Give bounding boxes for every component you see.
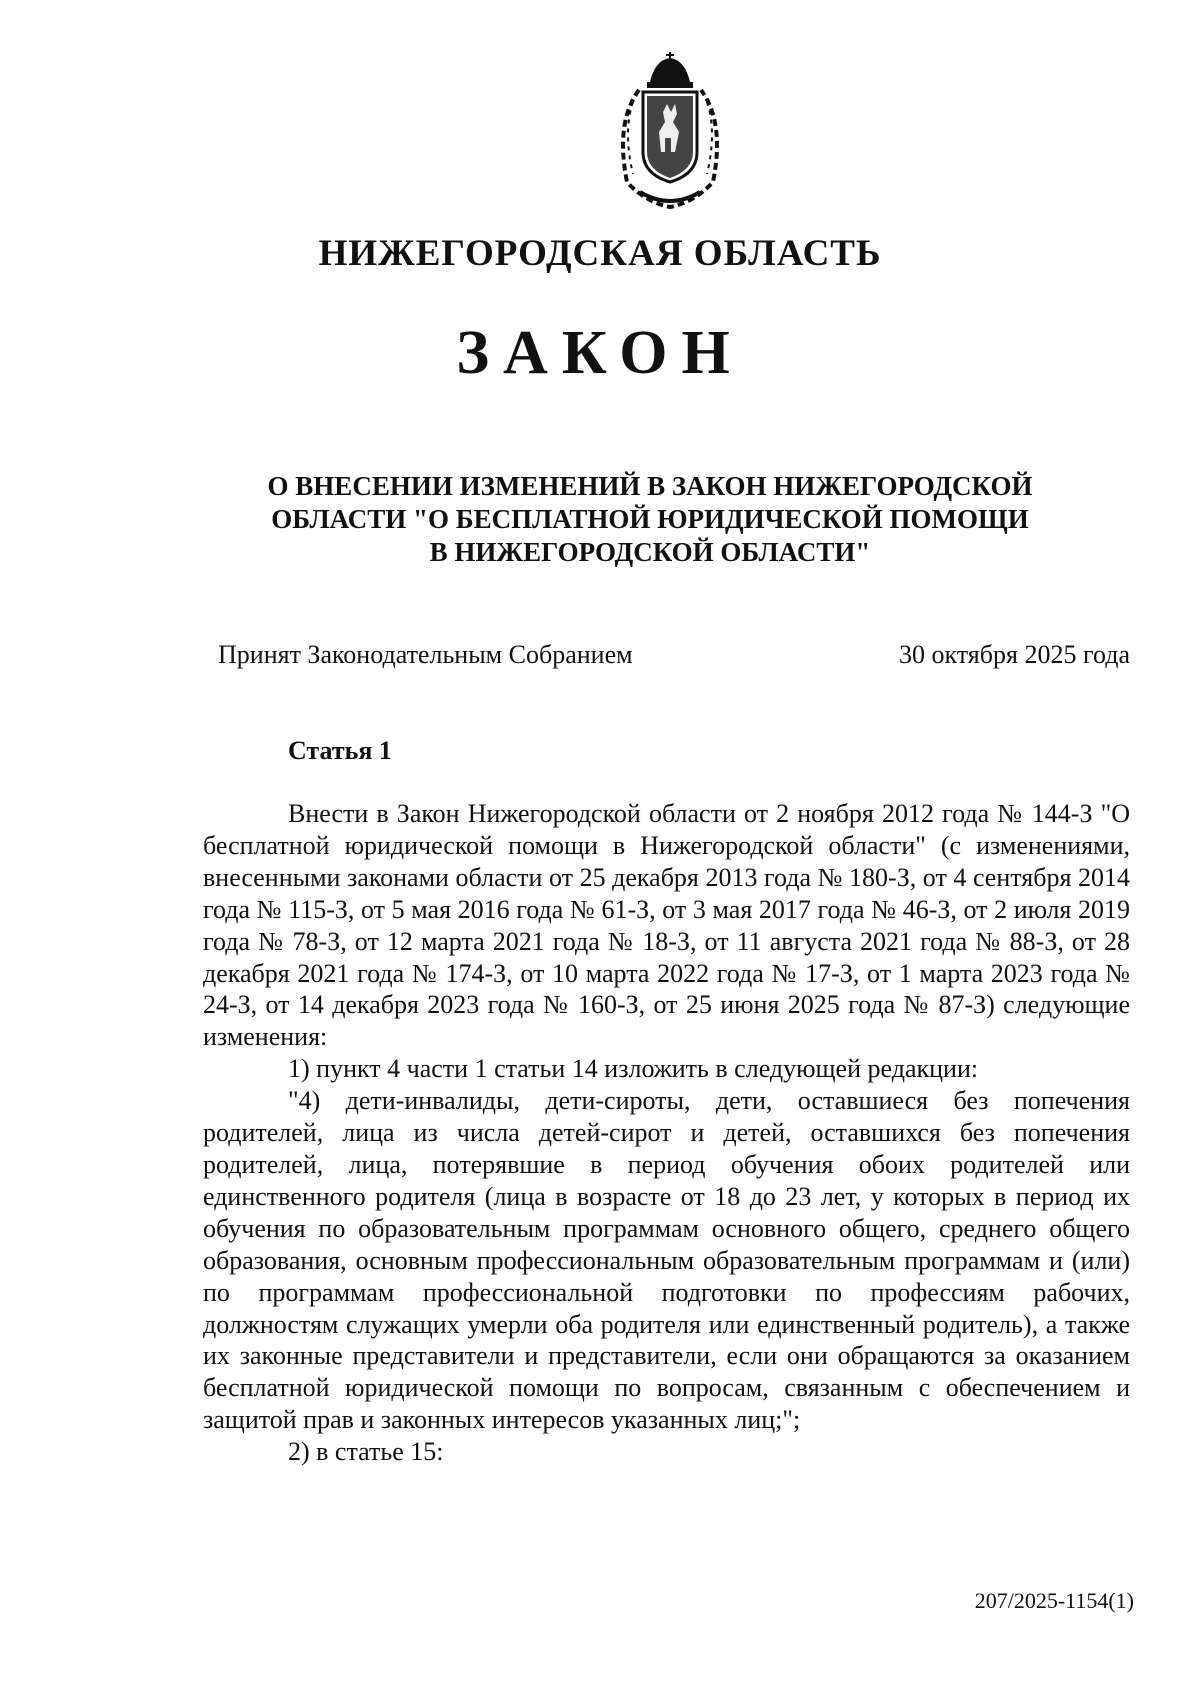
subject-line: В НИЖЕГОРОДСКОЙ ОБЛАСТИ" xyxy=(429,537,871,567)
article-paragraph: 2) в статье 15: xyxy=(288,1437,444,1467)
coat-of-arms-icon xyxy=(595,52,745,212)
article-heading: Статья 1 xyxy=(288,736,392,765)
document-number: 207/2025-1154(1) xyxy=(974,1588,1134,1613)
document-type-title: ЗАКОН xyxy=(456,319,744,387)
article-body xyxy=(203,798,1130,1468)
article-paragraph: "4) дети-инвалиды, дети-сироты, дети, оставшиеся без попечения родителей, лица из числа детей-сирот и детей, оставшихся без попечения родителей, лица, потерявшие в период обучения обоих родителей или единственного родителя (лица в возрасте от 18 до 23 лет, у которых в период их обучения по образовательным программам основного общего, среднего общего образования, основным профессиональным образовательным программам и (или) по программам профессиональной подготовки по профессиям рабочих, должностям служащих умерли оба родителя или единственный родитель), а также их законные представители и представители, если они обращаются за оказанием бесплатной юридической помощи по вопросам, связанным с обеспечением и защитой прав и законных интересов указанных лиц;"; xyxy=(203,1086,1130,1435)
adoption-label: Принят Законодательным Собранием xyxy=(218,640,633,669)
subject-line: О ВНЕСЕНИИ ИЗМЕНЕНИЙ В ЗАКОН НИЖЕГОРОДСКОЙ xyxy=(267,471,1033,501)
adoption-line xyxy=(218,640,1130,670)
adoption-date: 30 октября 2025 года xyxy=(899,640,1130,669)
subject-line: ОБЛАСТИ "О БЕСПЛАТНОЙ ЮРИДИЧЕСКОЙ ПОМОЩИ xyxy=(271,504,1029,534)
law-subject xyxy=(210,470,1090,569)
article-paragraph: Внести в Закон Нижегородской области от 2 ноября 2012 года № 144-З "О бесплатной юридической помощи в Нижегородской области" (с изменениями, внесенными законами области от 25 декабря 2013 года № 180-З, от 4 сентября 2014 года № 115-З, от 5 мая 2016 года № 61-З, от 3 мая 2017 года № 46-З, от 2 июля 2019 года № 78-З, от 12 марта 2021 года № 18-З, от 11 августа 2021 года № 88-З, от 28 декабря 2021 года № 174-З, от 10 марта 2022 года № 17-З, от 1 марта 2023 года № 24-З, от 14 декабря 2023 года № 160-З, от 25 июня 2025 года № 87-З) следующие изменения: xyxy=(203,799,1130,1052)
article-paragraph: 1) пункт 4 части 1 статьи 14 изложить в следующей редакции: xyxy=(288,1054,979,1084)
region-title: НИЖЕГОРОДСКАЯ ОБЛАСТЬ xyxy=(318,233,882,274)
